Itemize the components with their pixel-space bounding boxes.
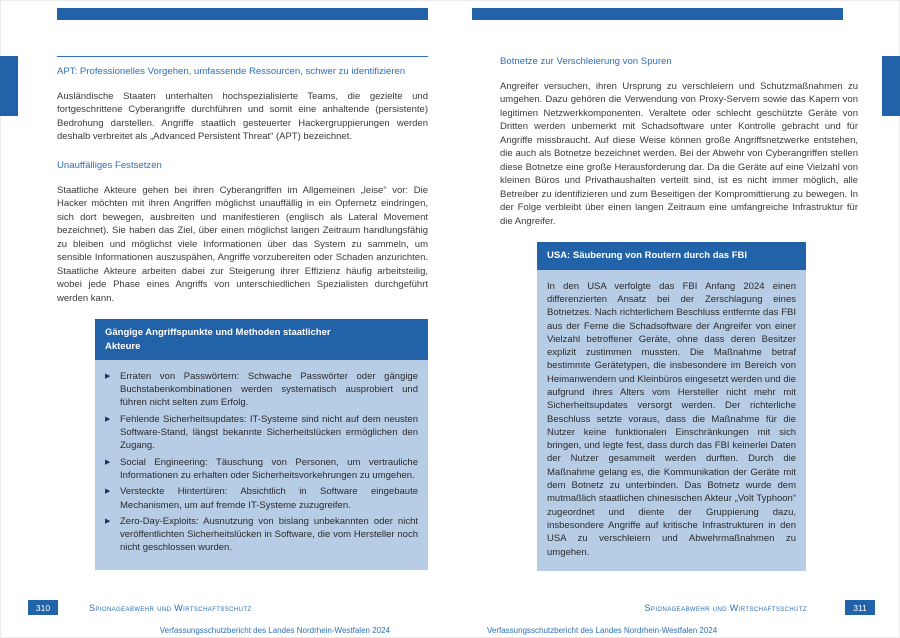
paragraph-botnetze: Angreifer versuchen, ihren Ursprung zu verschleiern und Schutzmaßnahmen zu umgehen. Dazu gehören die Verwendung von Proxy-Servern sowie das Kapern von legitimen Netzwerkkomponenten. Veraltete oder schlecht geschützte Geräte von Dritten werden unbemerkt mit Schadsoftware unter Kontrolle gebracht und für Angriffe missbraucht. Auf diese Weise können große Angriffsnetzwerke entstehen, die auch als Botnetze bezeichnet werden. Bei der Abwehr von Cyberangriffen stellen diese Botnetze eine große Herausforderung dar. Da die Geräte auf eine Vielzahl von kleinen Büros und Privathaushalten verteilt sind, ist es nicht immer möglich, alle Betreiber zu identifizieren und zum Beseitigen der Kompromittierung zu bewegen. In der Folge verbleibt über einen langen Zeitraum eine umfangreiche Infrastruktur für die Angreifer. bbox=[500, 81, 858, 227]
report-imprint-right: Verfassungsschutzbericht des Landes Nordrhein-Westfalen 2024 bbox=[487, 626, 718, 635]
footer-left-page bbox=[28, 600, 251, 615]
chapter-tab-left bbox=[0, 56, 18, 116]
list-item-text: Versteckte Hintertüren: Absichtlich in Software eingebaute Mechanismen, um auf fremde IT-Systeme zuzugreifen. bbox=[120, 486, 418, 511]
chapter-footer-label: Spionageabwehr und Wirtschaftsschutz bbox=[89, 602, 252, 613]
list-item bbox=[105, 485, 418, 512]
footer-right-page bbox=[645, 600, 875, 615]
right-page-column bbox=[500, 56, 858, 571]
list-item bbox=[105, 413, 418, 453]
paragraph-festsetzen: Staatliche Akteure gehen bei ihren Cyberangriffen im Allgemeinen „leise“ vor: Die Hacker möchten mit ihren Angriffen möglichst unauffällig in ein Opfernetz eindringen, sich dort bewegen, ausbreiten und manifestieren (englisch als Lateral Movement bezeichnet). Sie haben das Ziel, über einen möglichst langen Zeitraum handlungsfähig zu bleiben und möglichst viele Informationen über das System zu sammeln, um sensible Informationen auszuspähen, Angriffe vorzubereiten oder Schaden anzurichten. Staatliche Akteure arbeiten dabei zur Steigerung ihrer Effizienz häufig arbeitsteilig, wobei jede Phase eines Angriffs von unterschiedlichen Spezialisten durchgeführt werden kann. bbox=[57, 184, 428, 304]
infobox-bullet-list bbox=[95, 360, 428, 570]
section-heading-apt: APT: Professionelles Vorgehen, umfassende Ressourcen, schwer zu identifizieren bbox=[57, 66, 406, 77]
header-bar-left-page bbox=[57, 8, 428, 20]
bullet-arrow-icon: ▶ bbox=[105, 517, 111, 525]
infobox-title: Gängige Angriffspunkte und Methoden staatlicher Akteure bbox=[95, 319, 428, 360]
infobox-title: USA: Säuberung von Routern durch das FBI bbox=[537, 242, 806, 269]
section-rule bbox=[57, 56, 428, 57]
section-heading-botnetze: Botnetze zur Verschleierung von Spuren bbox=[500, 56, 672, 67]
report-imprint-left: Verfassungsschutzbericht des Landes Nordrhein-Westfalen 2024 bbox=[159, 626, 390, 635]
list-item-text: Social Engineering: Täuschung von Personen, um vertrauliche Informationen zu erhalten oder Sicherheitsvorkehrungen zu umgehen. bbox=[120, 456, 418, 481]
list-item-text: Fehlende Sicherheitsupdates: IT-Systeme sind nicht auf dem neusten Software-Stand, längst bekannte Sicherheitslücken ermöglichen den Zugang. bbox=[120, 413, 418, 452]
infobox-fbi-router bbox=[537, 242, 806, 571]
bullet-arrow-icon: ▶ bbox=[105, 372, 111, 380]
chapter-footer-label: Spionageabwehr und Wirtschaftsschutz bbox=[644, 602, 807, 613]
infobox-attack-methods bbox=[95, 319, 428, 569]
page-number-badge: 311 bbox=[845, 600, 875, 615]
bullet-arrow-icon: ▶ bbox=[105, 488, 111, 496]
infobox-text: In den USA verfolgte das FBI Anfang 2024 einen differenzierten Ansatz bei der Zerschlagung eines Botnetzes. Nach richterlichem Beschluss entfernte das FBI aus der Ferne die Schadsoftware der Angreifer von einer Vielzahl betroffener Geräte, ohne dass deren Besitzer explizit zustimmen mussten. Die Maßnahme betraf bestimmte Gerätetypen, die insbesondere im Bereich von Heimanwendern und Kleinbüros eingesetzt werden und die aufgrund ihres Alters vom Hersteller nicht mehr mit Sicherheitsupdates versorgt werden. Der richterliche Beschluss setzte voraus, dass die Maßnahme für die Nutzer keine funktionalen Einschränkungen mit sich bringen, und legte fest, dass durch das FBI keinerlei Daten der Nutzer gesammelt werden durften. Durch die Maßnahme gelang es, die Kommunikation der Geräte mit dem Botnetz zu unterbinden. Das Botnetz wurde dem mutmaßlich staatlichen chinesischen Akteur „Volt Typhoon“ zugeordnet und diente der Gruppierung dazu, insbesondere Angriffe auf kritische Infrastrukturen in den USA zu verschleiern und Abwehrmaßnahmen zu umgehen. bbox=[537, 270, 806, 571]
bullet-arrow-icon: ▶ bbox=[105, 415, 111, 423]
section-heading-festsetzen: Unauffälliges Festsetzen bbox=[57, 159, 162, 171]
list-item bbox=[105, 456, 418, 483]
list-item-text: Erraten von Passwörtern: Schwache Passwörter oder gängige Buchstabenkombinationen werden systematisch ausprobiert und führen nicht selten zum Erfolg. bbox=[120, 370, 418, 409]
list-item-text: Zero-Day-Exploits: Ausnutzung von bislang unbekannten oder nicht veröffentlichten Sicherheitslücken in Software, die vom Hersteller noch nicht geschlossen wurden. bbox=[120, 515, 418, 554]
bullet-arrow-icon: ▶ bbox=[105, 458, 111, 466]
header-bar-right-page bbox=[472, 8, 843, 20]
page-number-badge: 310 bbox=[28, 600, 58, 615]
chapter-tab-right bbox=[882, 56, 900, 116]
list-item bbox=[105, 370, 418, 410]
paragraph-apt: Ausländische Staaten unterhalten hochspezialisierte Teams, die gezielte und fortgeschrittene Cyberangriffe durchführen und somit eine anhaltende (persistente) Bedrohung darstellen. Angriffe staatlich gesteuerter Hackergruppierungen werden deshalb verbreitet als „Advanced Persistent Threat“ (APT) bezeichnet. bbox=[57, 91, 428, 143]
left-page-column bbox=[57, 56, 428, 570]
list-item bbox=[105, 515, 418, 555]
